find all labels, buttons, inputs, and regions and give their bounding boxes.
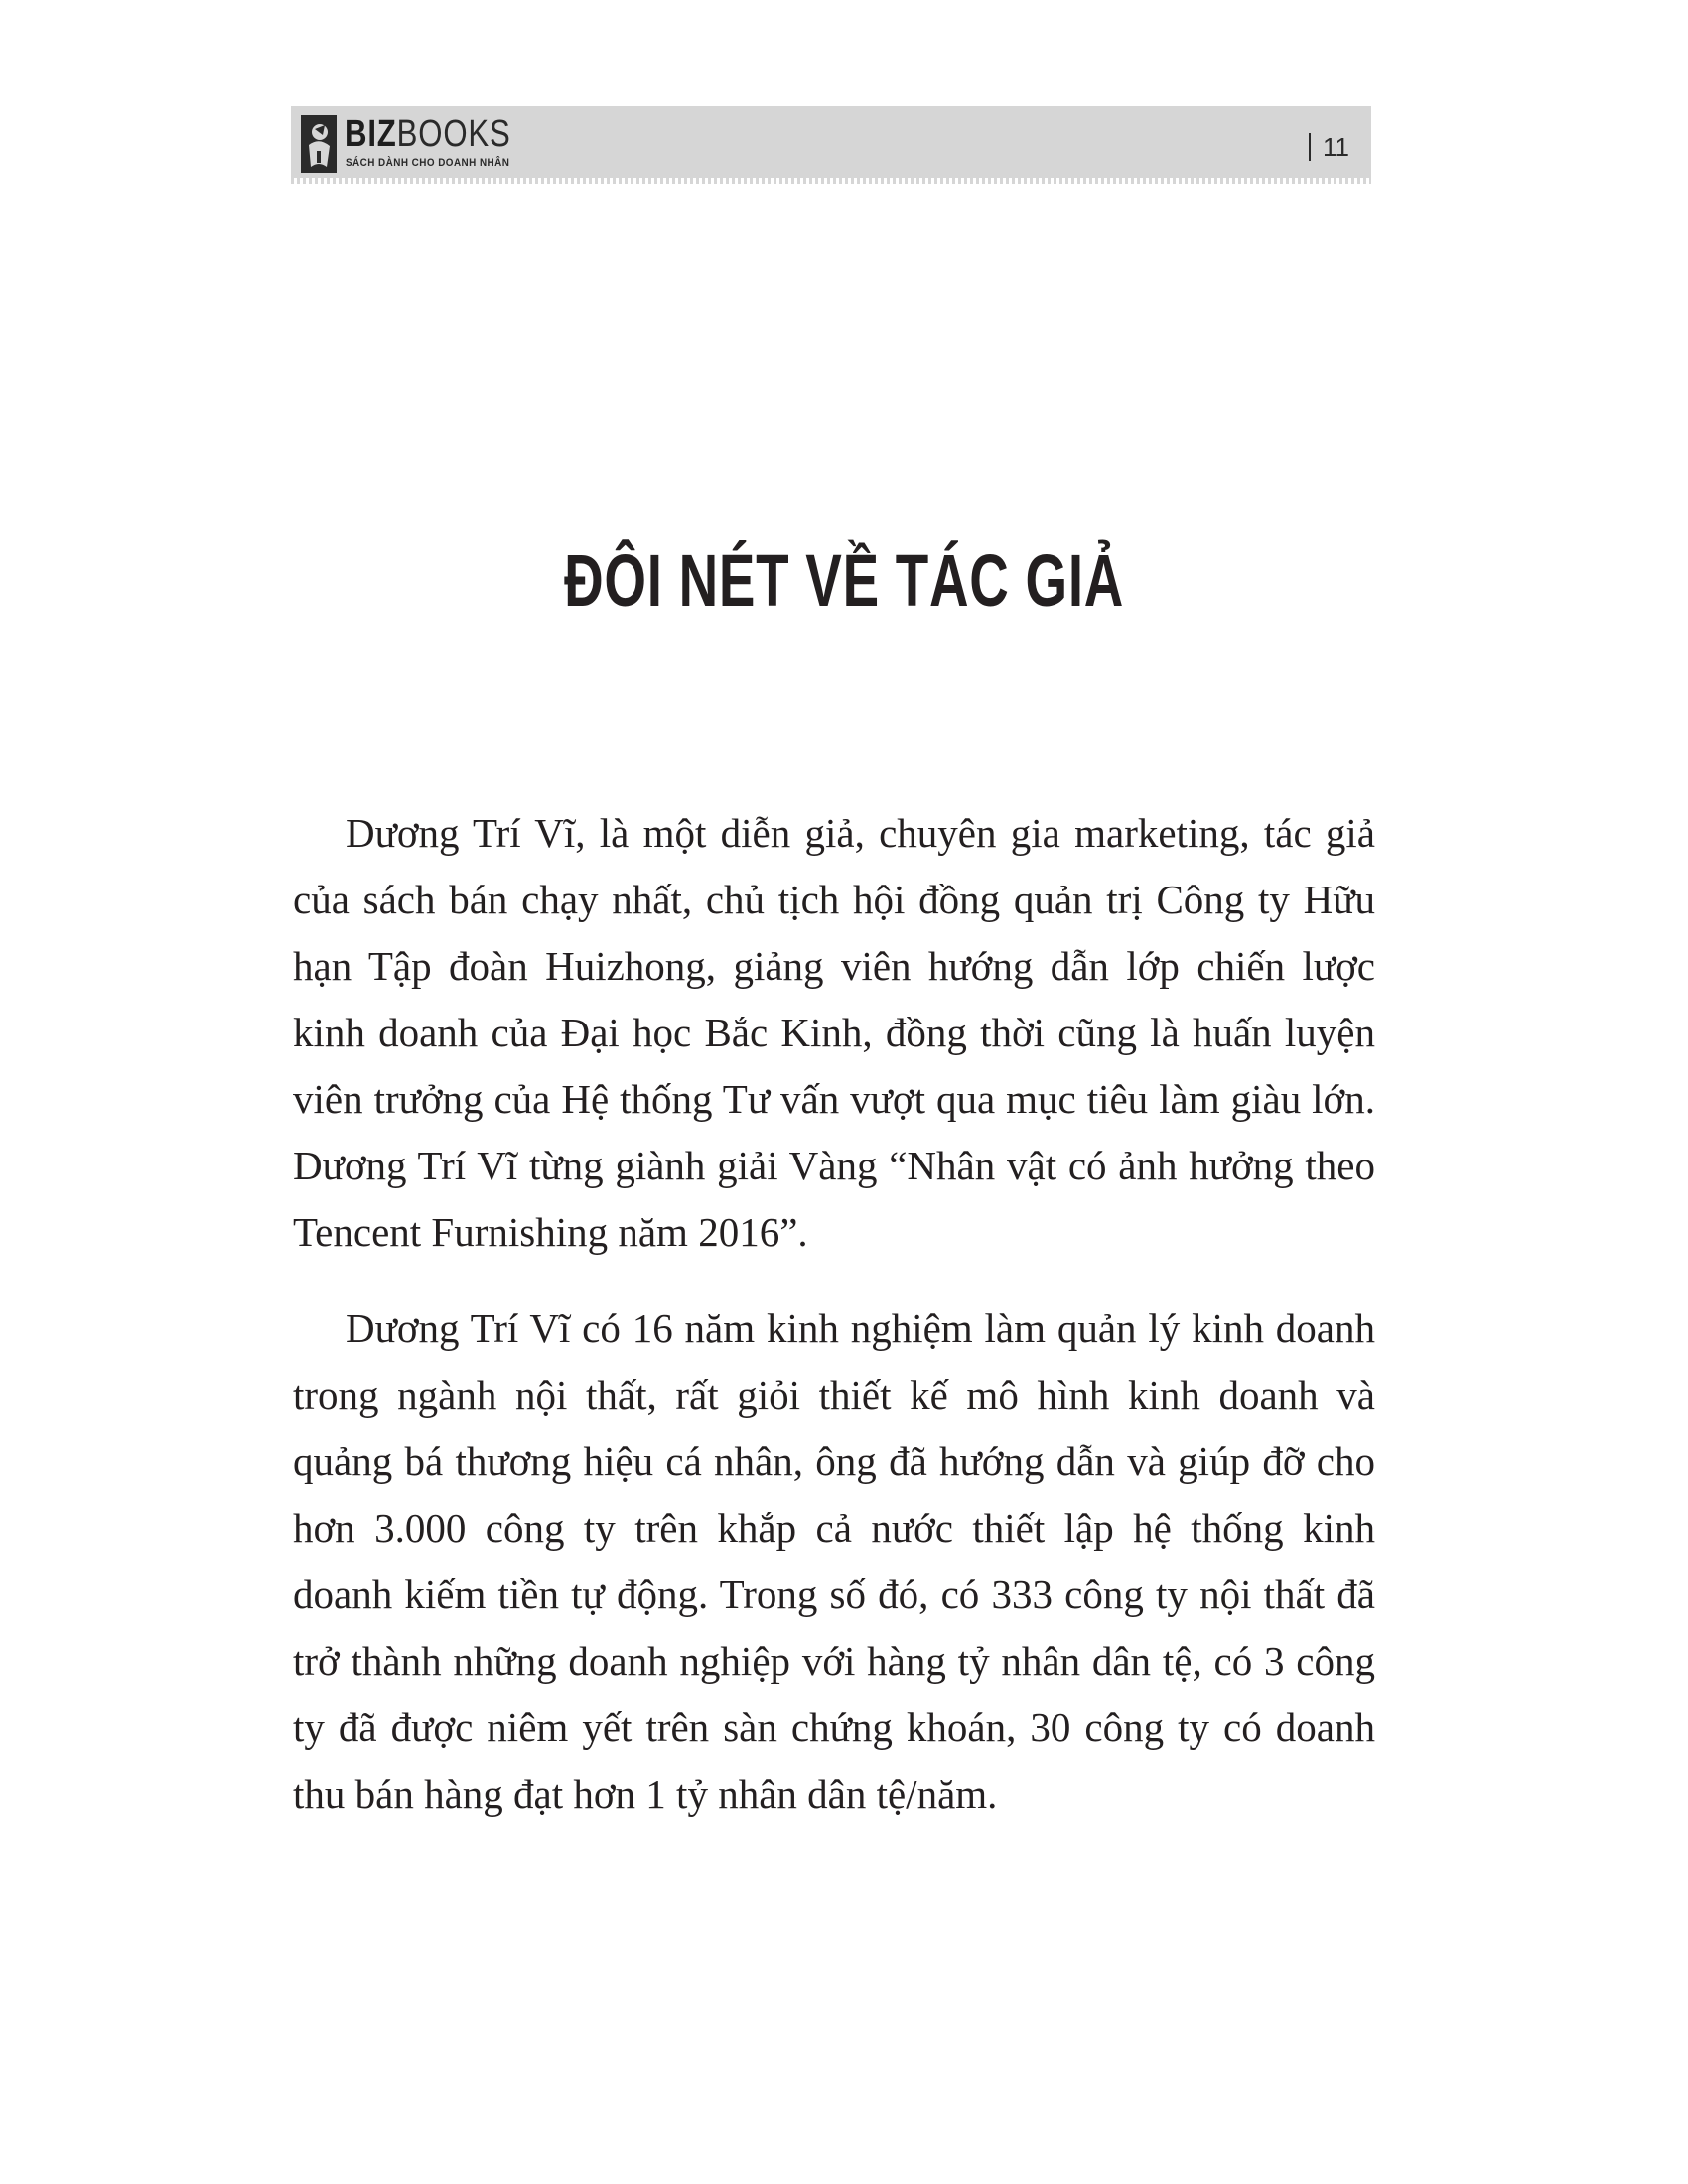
brand-bold-text: BIZ: [345, 113, 397, 155]
brand-light-text: BOOKS: [396, 113, 511, 155]
body-text: [293, 800, 1375, 1857]
bizbooks-emblem-icon: [301, 115, 337, 173]
brand-tagline: SÁCH DÀNH CHO DOANH NHÂN: [346, 157, 510, 169]
chapter-title: [0, 536, 1688, 625]
paragraph: Dương Trí Vĩ có 16 năm kinh nghiệm làm quản lý kinh doanh trong ngành nội thất, rất giỏi thiết kế mô hình kinh doanh và quảng bá thương hiệu cá nhân, ông đã hướng dẫn và giúp đỡ cho hơn 3.000 công ty trên khắp cả nước thiết lập hệ thống kinh doanh kiếm tiền tự động. Trong số đó, có 333 công ty nội thất đã trở thành những doanh nghiệp với hàng tỷ nhân dân tệ, có 3 công ty đã được niêm yết trên sàn chứng khoán, 30 công ty có doanh thu bán hàng đạt hơn 1 tỷ nhân dân tệ/năm.: [293, 1305, 1375, 1817]
running-header: [291, 106, 1371, 184]
page-number: 11: [1323, 132, 1349, 162]
page-number-group: [1309, 133, 1349, 161]
page-number-divider: [1309, 133, 1311, 161]
paragraph: Dương Trí Vĩ, là một diễn giả, chuyên gia marketing, tác giả của sách bán chạy nhất, chủ tịch hội đồng quản trị Công ty Hữu hạn Tập đoàn Huizhong, giảng viên hướng dẫn lớp chiến lược kinh doanh của Đại học Bắc Kinh, đồng thời cũng là huấn luyện viên trưởng của Hệ thống Tư vấn vượt qua mục tiêu làm giàu lớn. Dương Trí Vĩ từng giành giải Vàng “Nhân vật có ảnh hưởng theo Tencent Furnishing năm 2016”.: [293, 810, 1375, 1255]
chapter-title-text: ĐÔI NÉT VỀ TÁC GIẢ: [564, 539, 1124, 621]
brand-logo-text: [345, 113, 511, 155]
